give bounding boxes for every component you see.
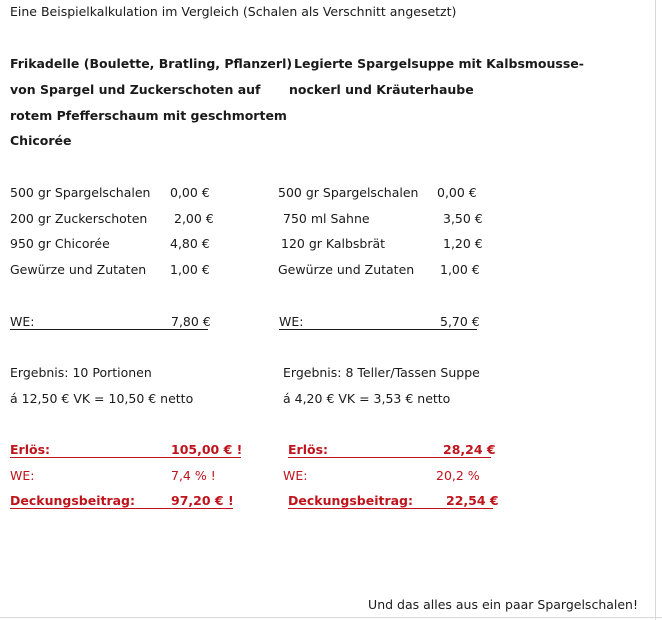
- right-db-value: 22,54 €: [446, 493, 499, 508]
- right-dish-line-1: Legierte Spargelsuppe mit Kalbsmousse-: [294, 56, 584, 71]
- left-item-price: 1,00 €: [170, 262, 210, 277]
- left-erloes-value: 105,00 € !: [171, 442, 243, 457]
- left-item-name: Gewürze und Zutaten: [10, 262, 147, 277]
- left-db-label: Deckungsbeitrag:: [10, 493, 135, 508]
- right-item-price: 0,00 €: [437, 185, 477, 200]
- right-db-underline: [288, 508, 493, 509]
- left-dish-line-3: rotem Pfefferschaum mit geschmortem: [10, 108, 287, 123]
- left-db-underline: [10, 508, 233, 509]
- right-item-price: 3,50 €: [443, 211, 483, 226]
- right-price-line: á 4,20 € VK = 3,53 € netto: [283, 391, 451, 406]
- right-result: Ergebnis: 8 Teller/Tassen Suppe: [283, 365, 480, 380]
- right-item-price: 1,00 €: [440, 262, 480, 277]
- left-we-value: 7,80 €: [171, 314, 211, 329]
- left-we-label: WE:: [10, 314, 35, 329]
- right-item-name: 120 gr Kalbsbrät: [281, 236, 386, 251]
- left-db-value: 97,20 € !: [171, 493, 234, 508]
- frame-bottom-edge: [0, 617, 662, 618]
- left-item-name: 500 gr Spargelschalen: [10, 185, 151, 200]
- left-item-price: 4,80 €: [170, 236, 210, 251]
- page-title: Eine Beispielkalkulation im Vergleich (Schalen als Verschnitt angesetzt): [10, 4, 457, 19]
- footer-note: Und das alles aus ein paar Spargelschalen!: [368, 597, 638, 612]
- left-dish-line-2: von Spargel und Zuckerschoten auf: [10, 82, 261, 97]
- left-we-percent-label: WE:: [10, 468, 35, 483]
- right-erloes-underline: [288, 457, 491, 458]
- left-erloes-underline: [10, 457, 241, 458]
- left-item-price: 2,00 €: [174, 211, 214, 226]
- right-item-name: Gewürze und Zutaten: [278, 262, 415, 277]
- right-erloes-label: Erlös:: [288, 442, 329, 457]
- right-we-label: WE:: [279, 314, 304, 329]
- right-db-label: Deckungsbeitrag:: [288, 493, 413, 508]
- left-price-line: á 12,50 € VK = 10,50 € netto: [10, 391, 194, 406]
- frame-right-edge: [655, 0, 656, 620]
- left-we-percent-value: 7,4 % !: [171, 468, 216, 483]
- right-dish-line-2: nockerl und Kräuterhaube: [289, 82, 474, 97]
- right-item-name: 750 ml Sahne: [283, 211, 370, 226]
- left-we-underline: [10, 329, 208, 330]
- left-item-name: 950 gr Chicorée: [10, 236, 110, 251]
- left-erloes-label: Erlös:: [10, 442, 51, 457]
- left-dish-line-4: Chicorée: [10, 133, 72, 148]
- left-result: Ergebnis: 10 Portionen: [10, 365, 152, 380]
- right-we-percent-label: WE:: [283, 468, 308, 483]
- right-we-value: 5,70 €: [440, 314, 480, 329]
- right-item-price: 1,20 €: [443, 236, 483, 251]
- left-item-price: 0,00 €: [170, 185, 210, 200]
- right-we-underline: [279, 329, 477, 330]
- right-erloes-value: 28,24 €: [443, 442, 496, 457]
- right-item-name: 500 gr Spargelschalen: [278, 185, 419, 200]
- left-dish-line-1: Frikadelle (Boulette, Bratling, Pflanzerl): [10, 56, 293, 71]
- left-item-name: 200 gr Zuckerschoten: [10, 211, 148, 226]
- right-we-percent-value: 20,2 %: [436, 468, 480, 483]
